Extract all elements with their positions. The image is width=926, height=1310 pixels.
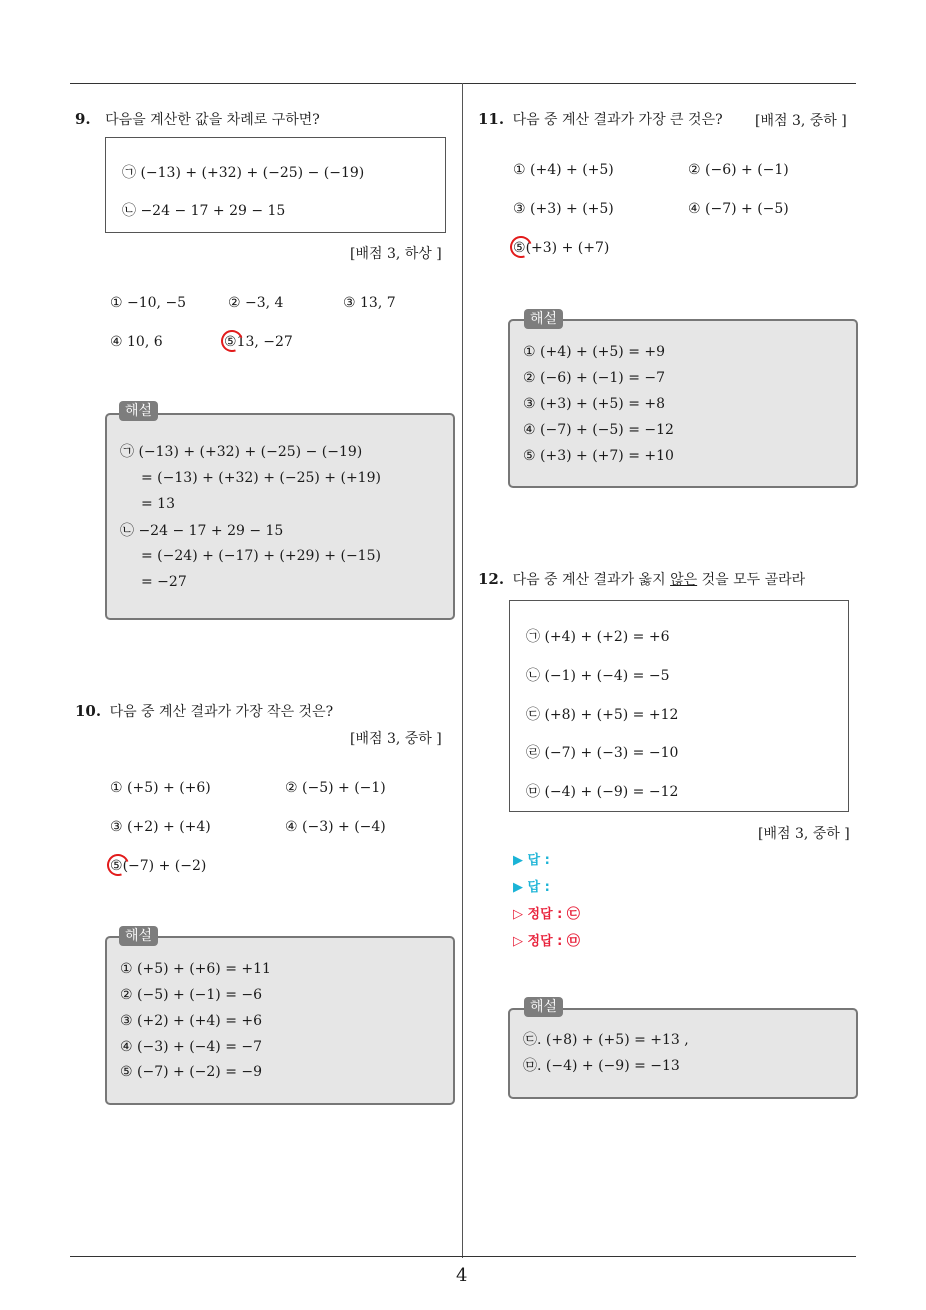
q12-solution-box xyxy=(508,1008,858,1099)
q12-answer-line-2[interactable]: ▶ 답 : xyxy=(513,880,550,895)
q11-sol-1: ① (+4) + (+5) = +9 xyxy=(523,344,666,360)
top-rule xyxy=(70,83,856,84)
q12-title-post: 것을 모두 골라라 xyxy=(697,572,806,588)
q11-sol-3: ③ (+3) + (+5) = +8 xyxy=(523,396,666,412)
q9-sol-2: = (−13) + (+32) + (−25) + (+19) xyxy=(141,470,381,486)
q12-condition-box xyxy=(509,600,849,812)
q11-choice-1[interactable]: ① (+4) + (+5) xyxy=(513,162,614,178)
q10-sol-1: ① (+5) + (+6) = +11 xyxy=(120,961,271,977)
q10-choice-2[interactable]: ② (−5) + (−1) xyxy=(285,780,386,796)
q9-number: 9. xyxy=(75,110,91,128)
q11-choice-2[interactable]: ② (−6) + (−1) xyxy=(688,162,789,178)
q11-choice-5-text: (+3) + (+7) xyxy=(525,240,610,256)
q10-choice-1[interactable]: ① (+5) + (+6) xyxy=(110,780,211,796)
q10-solution-box xyxy=(105,936,455,1105)
q12-sol-1: ㉢. (+8) + (+5) = +13 , xyxy=(523,1032,689,1048)
q11-title: 다음 중 계산 결과가 가장 큰 것은? xyxy=(512,112,723,128)
q9-title: 다음을 계산한 값을 차례로 구하면? xyxy=(105,112,320,128)
column-divider xyxy=(462,83,463,1258)
q9-condition-2: ㉡ −24 − 17 + 29 − 15 xyxy=(122,203,286,219)
q9-sol-4: ㉡ −24 − 17 + 29 − 15 xyxy=(120,523,284,539)
q11-choice-5-marker: ⑤ xyxy=(513,240,526,256)
q9-sol-1: ㉠ (−13) + (+32) + (−25) − (−19) xyxy=(120,444,363,460)
q9-header xyxy=(75,110,320,129)
q10-header xyxy=(75,702,333,721)
q10-sol-2: ② (−5) + (−1) = −6 xyxy=(120,987,263,1003)
q10-choice-3[interactable]: ③ (+2) + (+4) xyxy=(110,819,211,835)
q12-answer-line-1[interactable]: ▶ 답 : xyxy=(513,853,550,868)
q12-condition-4: ㉣ (−7) + (−3) = −10 xyxy=(526,745,679,761)
q12-sol-2: ㉤. (−4) + (−9) = −13 xyxy=(523,1058,680,1074)
q12-condition-2: ㉡ (−1) + (−4) = −5 xyxy=(526,668,670,684)
q12-condition-5: ㉤ (−4) + (−9) = −12 xyxy=(526,784,679,800)
q11-solution-box xyxy=(508,319,858,488)
q11-sol-5: ⑤ (+3) + (+7) = +10 xyxy=(523,448,674,464)
q9-points: [배점 3, 하상 ] xyxy=(350,246,442,262)
q9-solution-box xyxy=(105,413,455,620)
q12-solution-tag: 해설 xyxy=(524,997,563,1017)
q9-choice-5-text: 13, −27 xyxy=(236,334,293,350)
q12-header xyxy=(478,570,805,589)
q11-header xyxy=(478,110,723,129)
q9-answer-mark-icon xyxy=(217,326,246,355)
q10-answer-mark-icon xyxy=(103,850,132,879)
q11-answer-mark-icon xyxy=(506,232,535,261)
q12-correct-line-1: ▷ 정답 : ㉢ xyxy=(513,907,580,922)
q10-title: 다음 중 계산 결과가 가장 작은 것은? xyxy=(109,704,334,720)
q12-title-underlined: 않은 xyxy=(670,572,698,588)
q9-sol-5: = (−24) + (−17) + (+29) + (−15) xyxy=(141,548,381,564)
q12-condition-1: ㉠ (+4) + (+2) = +6 xyxy=(526,629,670,645)
q11-solution-tag: 해설 xyxy=(524,309,563,329)
q12-title-pre: 다음 중 계산 결과가 옳지 xyxy=(512,572,671,588)
q9-choice-2[interactable]: ② −3, 4 xyxy=(228,295,284,311)
q9-sol-3: = 13 xyxy=(141,496,175,512)
q11-sol-4: ④ (−7) + (−5) = −12 xyxy=(523,422,674,438)
q10-solution-tag: 해설 xyxy=(119,926,158,946)
q11-choice-4[interactable]: ④ (−7) + (−5) xyxy=(688,201,789,217)
q10-choice-5-marker: ⑤ xyxy=(110,858,123,874)
q9-solution-tag: 해설 xyxy=(119,401,158,421)
q12-points: [배점 3, 중하 ] xyxy=(758,826,850,842)
q9-choice-3[interactable]: ③ 13, 7 xyxy=(343,295,396,311)
bottom-rule xyxy=(70,1256,856,1257)
q11-points: [배점 3, 중하 ] xyxy=(755,113,847,129)
q12-number: 12. xyxy=(478,570,505,588)
q10-choice-4[interactable]: ④ (−3) + (−4) xyxy=(285,819,386,835)
q12-condition-3: ㉢ (+8) + (+5) = +12 xyxy=(526,707,679,723)
q10-number: 10. xyxy=(75,702,102,720)
q9-choice-4[interactable]: ④ 10, 6 xyxy=(110,334,163,350)
page-number: 4 xyxy=(456,1265,468,1286)
q11-number: 11. xyxy=(478,110,505,128)
q10-sol-3: ③ (+2) + (+4) = +6 xyxy=(120,1013,263,1029)
q9-condition-1: ㉠ (−13) + (+32) + (−25) − (−19) xyxy=(122,165,365,181)
q11-sol-2: ② (−6) + (−1) = −7 xyxy=(523,370,666,386)
q9-sol-6: = −27 xyxy=(141,574,187,590)
q12-correct-line-2: ▷ 정답 : ㉤ xyxy=(513,934,580,949)
q10-points: [배점 3, 중하 ] xyxy=(350,731,442,747)
q11-choice-3[interactable]: ③ (+3) + (+5) xyxy=(513,201,614,217)
q10-sol-4: ④ (−3) + (−4) = −7 xyxy=(120,1039,263,1055)
q10-choice-5-text: (−7) + (−2) xyxy=(122,858,207,874)
q9-condition-box xyxy=(105,137,446,233)
q9-choice-1[interactable]: ① −10, −5 xyxy=(110,295,187,311)
q9-choice-5-marker: ⑤ xyxy=(224,334,237,350)
q10-sol-5: ⑤ (−7) + (−2) = −9 xyxy=(120,1064,263,1080)
